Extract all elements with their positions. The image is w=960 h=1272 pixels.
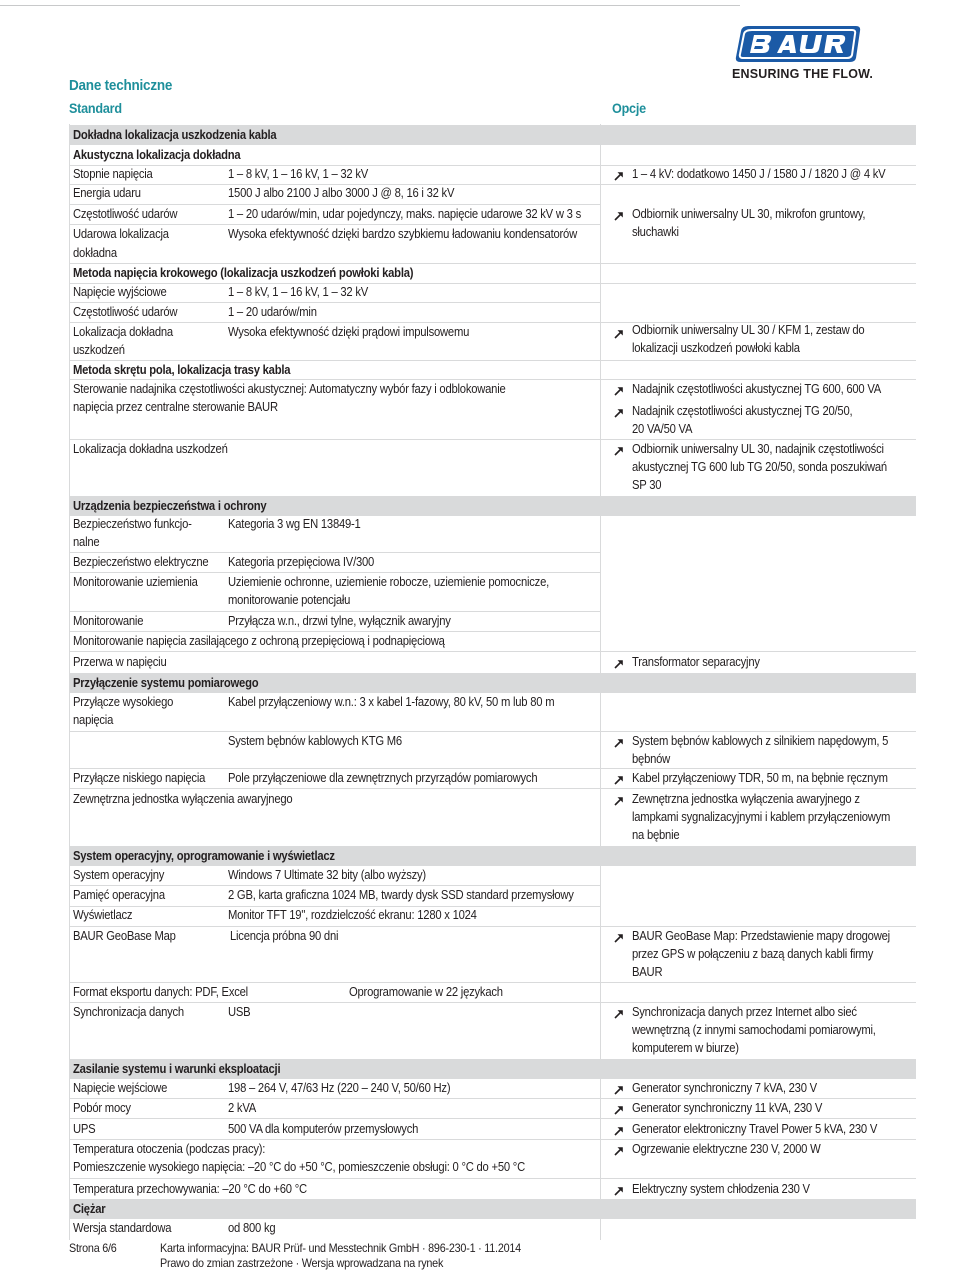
option-arrow-icon bbox=[613, 1007, 625, 1019]
row-value: 2 kVA bbox=[228, 1101, 257, 1115]
top-rule bbox=[0, 5, 740, 6]
row-label: System operacyjny bbox=[73, 868, 165, 882]
option-arrow-icon bbox=[613, 1184, 625, 1196]
subsection-title: Metoda napięcia krokowego (lokalizacja uszkodzeń powłoki kabla) bbox=[73, 266, 414, 280]
option-text: Elektryczny system chłodzenia 230 V bbox=[632, 1182, 810, 1196]
row-label: uszkodzeń bbox=[73, 343, 125, 357]
section-title: Dokładna lokalizacja uszkodzenia kabla bbox=[73, 128, 277, 142]
row-label: Wersja standardowa bbox=[73, 1221, 172, 1235]
footer-line-1: Karta informacyjna: BAUR Prüf- und Messtechnik GmbH · 896-230-1 · 11.2014 bbox=[160, 1241, 521, 1255]
option-arrow-icon bbox=[613, 384, 625, 396]
section-header-power bbox=[69, 1059, 916, 1079]
option-arrow-icon bbox=[613, 327, 625, 339]
row-divider bbox=[69, 184, 916, 185]
subsection-title: Akustyczna lokalizacja dokładna bbox=[73, 148, 241, 162]
row-divider bbox=[69, 1118, 916, 1119]
option-arrow-icon bbox=[613, 444, 625, 456]
page-title: Dane techniczne bbox=[69, 77, 173, 94]
row-value: 500 VA dla komputerów przemysłowych bbox=[228, 1122, 419, 1136]
row-value: 1500 J albo 2100 J albo 3000 J @ 8, 16 i 32 kV bbox=[228, 186, 455, 200]
row-value: Monitor TFT 19", rozdzielczość ekranu: 1280 x 1024 bbox=[228, 908, 477, 922]
option-arrow-icon bbox=[613, 209, 625, 221]
option-text: Odbiornik uniwersalny UL 30 / KFM 1, zestaw do bbox=[632, 323, 865, 337]
row-value: Przyłącza w.n., drzwi tylne, wyłącznik awaryjny bbox=[228, 614, 451, 628]
section-title: System operacyjny, oprogramowanie i wyświetlacz bbox=[73, 849, 335, 863]
row-value: USB bbox=[228, 1005, 251, 1019]
row-value: Windows 7 Ultimate 32 bity (albo wyższy) bbox=[228, 868, 426, 882]
row-label: Przyłącze wysokiego bbox=[73, 695, 174, 709]
option-arrow-icon bbox=[613, 657, 625, 669]
option-arrow-icon bbox=[613, 773, 625, 785]
footer-line-2: Prawo do zmian zastrzeżone · Wersja wprowadzana na rynek bbox=[160, 1256, 444, 1270]
row-value: Pole przyłączeniowe dla zewnętrznych przyrządów pomiarowych bbox=[228, 771, 538, 785]
row-text: Monitorowanie napięcia zasilającego z ochroną przepięciową i podnapięciową bbox=[73, 634, 445, 648]
option-text: SP 30 bbox=[632, 478, 662, 492]
option-arrow-icon bbox=[613, 1144, 625, 1156]
row-label: nalne bbox=[73, 535, 100, 549]
row-value: 1 – 20 udarów/min bbox=[228, 305, 317, 319]
option-text: lampkami sygnalizacyjnymi i kablem przyłączeniowym bbox=[632, 810, 891, 824]
option-text: Odbiornik uniwersalny UL 30, mikrofon gruntowy, bbox=[632, 207, 866, 221]
row-value: Wysoka efektywność dzięki prądowi impulsowemu bbox=[228, 325, 470, 339]
option-text: wewnętrzną (z innymi samochodami pomiarowymi, bbox=[632, 1023, 876, 1037]
row-value: Wysoka efektywność dzięki bardzo szybkiemu ładowaniu kondensatorów bbox=[228, 227, 577, 241]
option-text: BAUR GeoBase Map: Przedstawienie mapy drogowej bbox=[632, 929, 890, 943]
page-number: Strona 6/6 bbox=[69, 1241, 117, 1255]
section-title: Przyłączenie systemu pomiarowego bbox=[73, 676, 259, 690]
row-text: Sterowanie nadajnika częstotliwości akustycznej: Automatyczny wybór fazy i odblokowanie bbox=[73, 382, 506, 396]
subsection-title: Metoda skrętu pola, lokalizacja trasy kabla bbox=[73, 363, 291, 377]
row-value: 1 – 8 kV, 1 – 16 kV, 1 – 32 kV bbox=[228, 285, 369, 299]
option-text: Nadajnik częstotliwości akustycznej TG 20/50, bbox=[632, 404, 853, 418]
row-label: Pamięć operacyjna bbox=[73, 888, 165, 902]
option-arrow-icon bbox=[613, 406, 625, 418]
option-text: System bębnów kablowych z silnikiem napędowym, 5 bbox=[632, 734, 889, 748]
row-label: Energia udaru bbox=[73, 186, 141, 200]
row-text: Pomieszczenie wysokiego napięcia: –20 °C do +50 °C, pomieszczenie obsługi: 0 °C do +50 °C bbox=[73, 1160, 525, 1174]
option-arrow-icon bbox=[613, 931, 625, 943]
row-label: Monitorowanie uziemienia bbox=[73, 575, 198, 589]
row-divider bbox=[69, 788, 916, 789]
option-text: przez GPS w połączeniu z bazą danych kabli firmy bbox=[632, 947, 874, 961]
section-header-measurement-connection bbox=[69, 673, 916, 693]
row-label: Monitorowanie bbox=[73, 614, 144, 628]
row-label: Częstotliwość udarów bbox=[73, 305, 178, 319]
row-value: Kategoria przepięciowa IV/300 bbox=[228, 555, 375, 569]
option-arrow-icon bbox=[613, 736, 625, 748]
row-text: Temperatura przechowywania: –20 °C do +60 °C bbox=[73, 1182, 307, 1196]
option-text: BAUR bbox=[632, 965, 663, 979]
option-text: 20 VA/50 VA bbox=[632, 422, 693, 436]
row-value: monitorowanie potencjału bbox=[228, 593, 351, 607]
row-value: Kabel przyłączeniowy w.n.: 3 x kabel 1-fazowy, 80 kV, 50 m lub 80 m bbox=[228, 695, 555, 709]
row-label: Bezpieczeństwo elektryczne bbox=[73, 555, 209, 569]
row-text: Przerwa w napięciu bbox=[73, 655, 167, 669]
option-text: Generator synchroniczny 11 kVA, 230 V bbox=[632, 1101, 823, 1115]
option-text: Odbiornik uniwersalny UL 30, nadajnik częstotliwości bbox=[632, 442, 884, 456]
row-divider bbox=[69, 651, 916, 652]
options-heading: Opcje bbox=[612, 100, 646, 116]
row-text: napięcia przez centralne sterowanie BAUR bbox=[73, 400, 278, 414]
row-value: Uziemienie ochronne, uziemienie robocze, uziemienie pomocnicze, bbox=[228, 575, 550, 589]
option-text: komputerem w biurze) bbox=[632, 1041, 739, 1055]
section-header-software bbox=[69, 846, 916, 866]
option-text: na bębnie bbox=[632, 828, 680, 842]
option-text: słuchawki bbox=[632, 225, 679, 239]
row-label: UPS bbox=[73, 1122, 96, 1136]
brand-tagline: ENSURING THE FLOW. bbox=[732, 67, 874, 81]
row-label: dokładna bbox=[73, 246, 117, 260]
row-label: BAUR GeoBase Map bbox=[73, 929, 176, 943]
row-label: Przyłącze niskiego napięcia bbox=[73, 771, 206, 785]
baur-logo bbox=[730, 22, 864, 66]
row-label: Synchronizacja danych bbox=[73, 1005, 184, 1019]
option-text: Ogrzewanie elektryczne 230 V, 2000 W bbox=[632, 1142, 821, 1156]
row-label: Wyświetlacz bbox=[73, 908, 133, 922]
row-label: Udarowa lokalizacja bbox=[73, 227, 169, 241]
option-text: Nadajnik częstotliwości akustycznej TG 600, 600 VA bbox=[632, 382, 882, 396]
option-text: Generator elektroniczny Travel Power 5 kVA, 230 V bbox=[632, 1122, 878, 1136]
option-arrow-icon bbox=[613, 1103, 625, 1115]
option-text: Transformator separacyjny bbox=[632, 655, 760, 669]
section-header-safety bbox=[69, 496, 916, 516]
option-text: bębnów bbox=[632, 752, 671, 766]
option-text: Generator synchroniczny 7 kVA, 230 V bbox=[632, 1081, 817, 1095]
row-divider bbox=[69, 1178, 916, 1179]
row-value: System bębnów kablowych KTG M6 bbox=[228, 734, 402, 748]
option-text: lokalizacji uszkodzeń powłoki kabla bbox=[632, 341, 800, 355]
row-value: Licencja próbna 90 dni bbox=[230, 929, 339, 943]
row-label: Napięcie wyjściowe bbox=[73, 285, 167, 299]
row-label: Pobór mocy bbox=[73, 1101, 131, 1115]
option-arrow-icon bbox=[613, 794, 625, 806]
row-value: 1 – 8 kV, 1 – 16 kV, 1 – 32 kV bbox=[228, 167, 369, 181]
row-text: Format eksportu danych: PDF, Excel bbox=[73, 985, 248, 999]
option-arrow-icon bbox=[613, 169, 625, 181]
option-text: Synchronizacja danych przez Internet albo sieć bbox=[632, 1005, 857, 1019]
row-value: Oprogramowanie w 22 językach bbox=[349, 985, 503, 999]
option-text: 1 – 4 kV: dodatkowo 1450 J / 1580 J / 1820 J @ 4 kV bbox=[632, 167, 886, 181]
row-label: napięcia bbox=[73, 713, 114, 727]
row-text: Lokalizacja dokładna uszkodzeń bbox=[73, 442, 228, 456]
row-label: Napięcie wejściowe bbox=[73, 1081, 168, 1095]
section-header-weight bbox=[69, 1199, 916, 1219]
row-text: Zewnętrzna jednostka wyłączenia awaryjnego bbox=[73, 792, 293, 806]
option-text: Zewnętrzna jednostka wyłączenia awaryjnego z bbox=[632, 792, 860, 806]
row-label: Częstotliwość udarów bbox=[73, 207, 178, 221]
row-label: Stopnie napięcia bbox=[73, 167, 153, 181]
option-text: Kabel przyłączeniowy TDR, 50 m, na bębnie ręcznym bbox=[632, 771, 888, 785]
section-title: Urządzenia bezpieczeństwa i ochrony bbox=[73, 499, 267, 513]
option-arrow-icon bbox=[613, 1083, 625, 1095]
row-value: 1 – 20 udarów/min, udar pojedynczy, maks. napięcie udarowe 32 kV w 3 s bbox=[228, 207, 581, 221]
option-arrow-icon bbox=[613, 1124, 625, 1136]
row-text: Temperatura otoczenia (podczas pracy): bbox=[73, 1142, 266, 1156]
row-value: Kategoria 3 wg EN 13849-1 bbox=[228, 517, 361, 531]
row-value: 2 GB, karta graficzna 1024 MB, twardy dysk SSD standard przemysłowy bbox=[228, 888, 574, 902]
section-title: Zasilanie systemu i warunki eksploatacji bbox=[73, 1062, 281, 1076]
option-text: akustycznej TG 600 lub TG 20/50, sonda poszukiwań bbox=[632, 460, 887, 474]
row-divider bbox=[69, 283, 916, 284]
row-label: Lokalizacja dokładna bbox=[73, 325, 173, 339]
row-label: Bezpieczeństwo funkcjo- bbox=[73, 517, 192, 531]
row-value: 198 – 264 V, 47/63 Hz (220 – 240 V, 50/60 Hz) bbox=[228, 1081, 451, 1095]
row-value: od 800 kg bbox=[228, 1221, 276, 1235]
section-header-fault-location bbox=[69, 125, 916, 145]
section-title: Ciężar bbox=[73, 1202, 106, 1216]
standard-heading: Standard bbox=[69, 100, 122, 116]
